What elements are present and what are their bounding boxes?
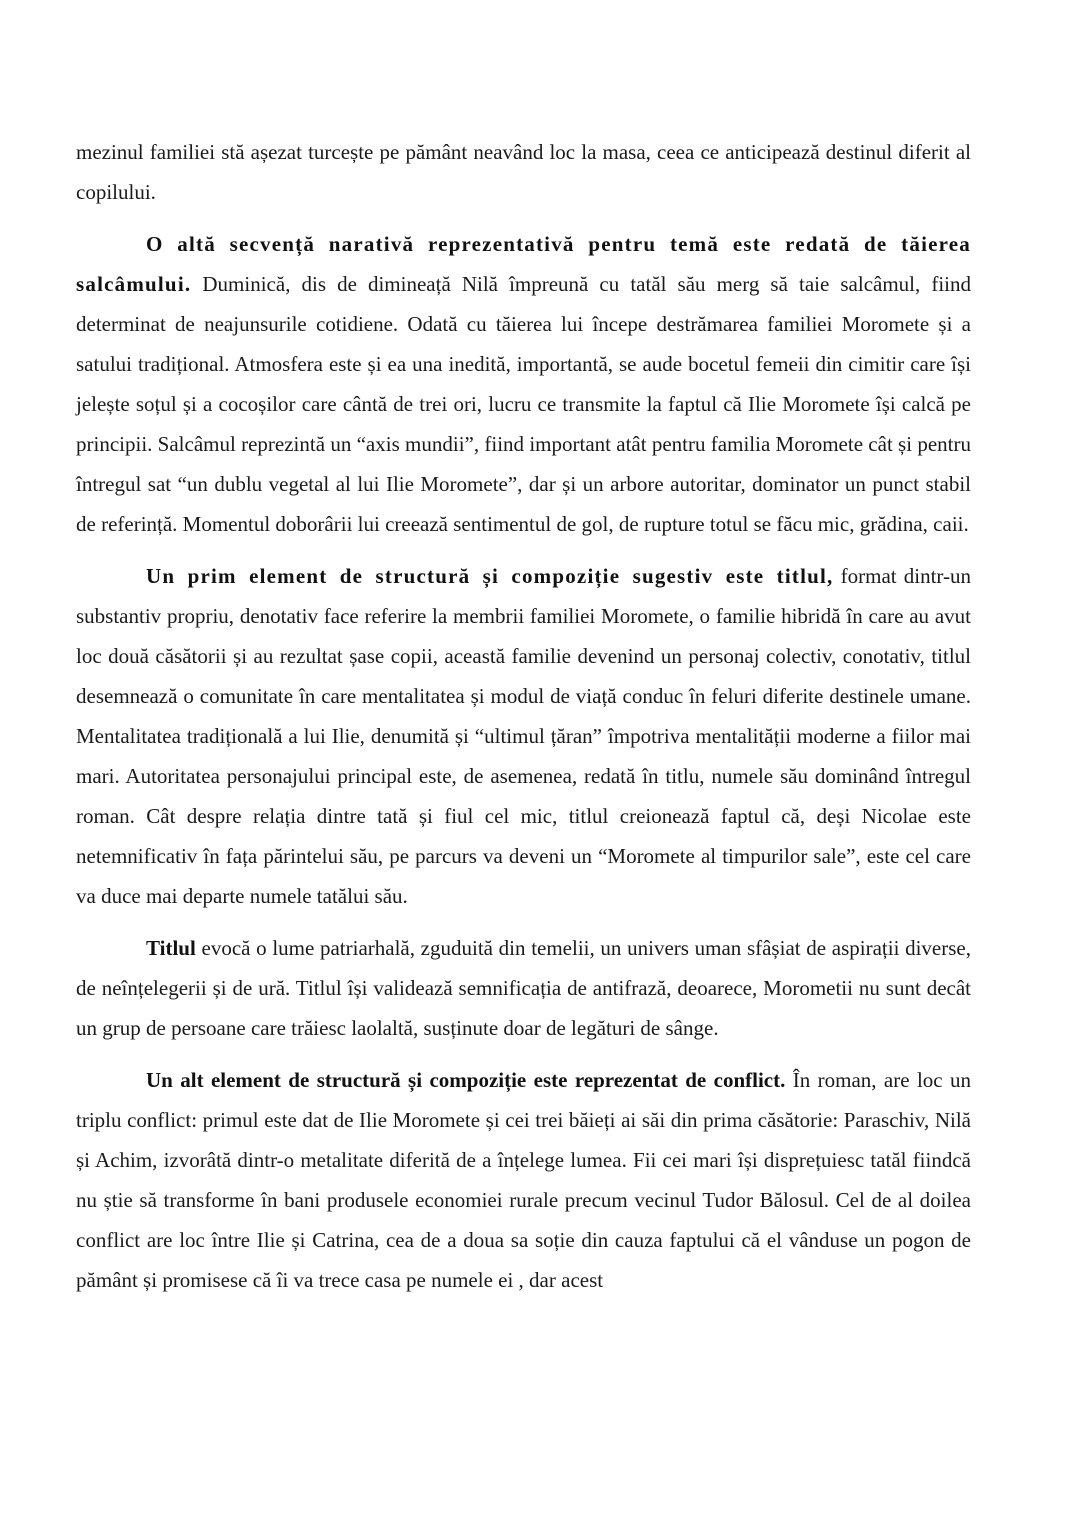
paragraph-conflict xyxy=(76,1060,971,1300)
paragraph-salcam xyxy=(76,224,971,544)
paragraph-text: Duminică, dis de dimineață Nilă împreună cu tatăl său merg să taie salcâmul, fiind determinat de neajunsurile cotidiene. Odată cu tăierea lui începe destrămarea familiei Moromete și a satului tradițional. Atmosfera este și ea una inedită, importantă, se aude bocetul femeii din cimitir care își jelește soțul și a cocoșilor care cântă de trei ori, lucru ce transmite la faptul că Ilie Moromete își calcă pe principii. Salcâmul reprezintă un “axis mundii”, fiind important atât pentru familia Moromete cât și pentru întregul sat “un dublu vegetal al lui Ilie Moromete”, dar și un arbore autoritar, dominator un punct stabil de referință. Momentul doborârii lui creează sentimentul de gol, de rupture totul se făcu mic, grădina, caii. xyxy=(76,272,971,536)
paragraph-text: evocă o lume patriarhală, zguduită din temelii, un univers uman sfâșiat de aspirații diverse, de neînțelegerii și de ură. Titlul își validează semnificația de antifrază, deoarece, Morometii nu sunt decât un grup de persoane care trăiesc laolaltă, susținute doar de legături de sânge. xyxy=(76,936,971,1040)
paragraph-lead-bold: Un alt element de structură și compoziție este reprezentat de conflict. xyxy=(146,1068,786,1092)
paragraph-text: În roman, are loc un triplu conflict: primul este dat de Ilie Moromete și cei trei băieți ai săi din prima căsătorie: Paraschiv, Nilă și Achim, izvorâtă dintr-o metalitate diferită de a înțelege lumea. Fii cei mari își disprețuiesc tatăl fiindcă nu știe să transforme în bani produsele economiei rurale precum vecinul Tudor Bălosul. Cel de al doilea conflict are loc între Ilie și Catrina, cea de a doua sa soție din cauza faptului că el vânduse un pogon de pământ și promisese că îi va trece casa pe numele ei , dar acest xyxy=(76,1068,971,1292)
paragraph-titlu xyxy=(76,556,971,916)
paragraph-lead-bold: Un prim element de structură și compoziție sugestiv este titlul, xyxy=(146,564,834,588)
paragraph-continuation xyxy=(76,132,971,212)
paragraph-text: format dintr-un substantiv propriu, denotativ face referire la membrii familiei Moromete, o familie hibridă în care au avut loc două căsătorii și au rezultat șase copii, această familie devenind un personaj colectiv, conotativ, titlul desemnează o comunitate în care mentalitatea și modul de viață conduc în feluri diferite destinele umane. Mentalitatea tradițională a lui Ilie, denumită și “ultimul țăran” împotriva mentalității moderne a fiilor mai mari. Autoritatea personajului principal este, de asemenea, redată în titlu, numele său dominând întregul roman. Cât despre relația dintre tată și fiul cel mic, titlul creionează faptul că, deși Nicolae este netemnificativ în fața părintelui său, pe parcurs va deveni un “Moromete al timpurilor sale”, este cel care va duce mai departe numele tatălui său. xyxy=(76,564,971,908)
paragraph-titlu-evoca xyxy=(76,928,971,1048)
paragraph-lead-bold: O altă secvență narativă reprezentativă pentru temă este redată de tăierea salcâmului. xyxy=(76,232,971,296)
paragraph-lead-bold: Titlul xyxy=(146,936,196,960)
paragraph-text: mezinul familiei stă așezat turcește pe pământ neavând loc la masa, ceea ce anticipează destinul diferit al copilului. xyxy=(76,140,971,204)
document-page xyxy=(76,132,971,1312)
